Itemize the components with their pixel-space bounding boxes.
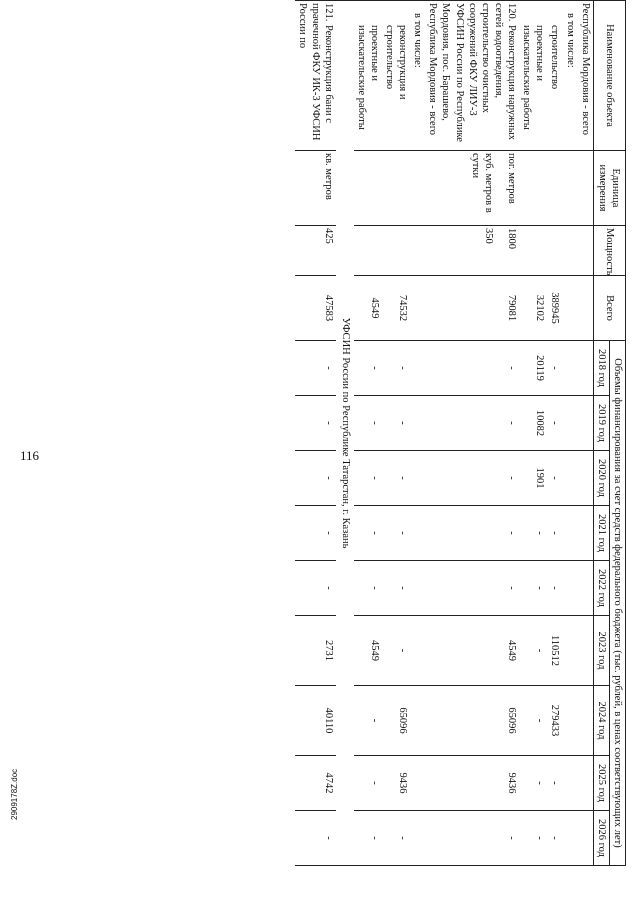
object-name-text: Реконструкция бани с прачечной ФКУ ИК-3 УФСИН России по xyxy=(297,3,335,141)
year-cell: - xyxy=(519,506,547,561)
page-number: 116 xyxy=(20,448,40,463)
year-cell: - xyxy=(382,451,410,506)
header-year: 2022 год xyxy=(593,561,609,616)
year-cell: - xyxy=(354,341,382,396)
year-cell: - xyxy=(547,506,562,561)
year-cell: - xyxy=(295,451,336,506)
header-year: 2026 год xyxy=(593,811,609,866)
footer-filename: 2909178Z.doc xyxy=(10,768,19,820)
header-year: 2018 год xyxy=(593,341,609,396)
row-number: 121. xyxy=(323,3,335,22)
year-cell: - xyxy=(519,811,547,866)
unit-line: пог. метров xyxy=(506,153,518,204)
total-cell: 389945 xyxy=(547,276,562,341)
year-cell: - xyxy=(382,811,410,866)
capacity-cell xyxy=(425,226,519,276)
year-cell: - xyxy=(295,506,336,561)
year-cell: - xyxy=(354,451,382,506)
object-name: Республика Мордовия - всего xyxy=(578,1,594,151)
rotated-table-container xyxy=(56,0,626,865)
header-year: 2021 год xyxy=(593,506,609,561)
header-unit: Единица измерения xyxy=(593,151,625,226)
year-cell: 9436 xyxy=(382,756,410,811)
year-cell: 1901 xyxy=(519,451,547,506)
header-total: Всего xyxy=(593,276,625,341)
year-cell: - xyxy=(547,561,562,616)
total-cell: 79081 xyxy=(425,276,519,341)
object-name xyxy=(425,1,519,151)
unit-cell xyxy=(519,151,547,226)
row-number: 120. xyxy=(506,3,518,22)
capacity-cell xyxy=(382,226,410,276)
year-cell: 9436 xyxy=(425,756,519,811)
object-name: реконструкция и строительство xyxy=(382,1,410,151)
object-name: проектные и изыскательские работы xyxy=(519,1,547,151)
table-row xyxy=(519,1,547,866)
year-cell: - xyxy=(354,396,382,451)
section-row xyxy=(337,1,354,866)
year-cell: 4549 xyxy=(354,616,382,686)
year-cell: - xyxy=(382,561,410,616)
year-cell: - xyxy=(354,686,382,756)
header-funding: Объемы финансирования за счет средств федерального бюджета (тыс. рублей, в ценах соответствующих лет) xyxy=(609,341,625,866)
capacity-cell xyxy=(547,226,562,276)
year-cell: - xyxy=(425,561,519,616)
year-cell: 2731 xyxy=(295,616,336,686)
object-name: строительство xyxy=(547,1,562,151)
year-cell: - xyxy=(425,341,519,396)
unit-cell xyxy=(354,151,382,226)
year-cell: 110512 xyxy=(547,616,562,686)
year-cell: 10082 xyxy=(519,396,547,451)
header-year: 2019 год xyxy=(593,396,609,451)
total-cell: 32102 xyxy=(519,276,547,341)
unit-cell xyxy=(547,151,562,226)
object-name: в том числе: xyxy=(410,1,425,151)
year-cell: - xyxy=(382,396,410,451)
year-cell: - xyxy=(354,561,382,616)
year-cell: - xyxy=(295,396,336,451)
year-cell: - xyxy=(519,561,547,616)
year-cell: - xyxy=(519,756,547,811)
year-cell: - xyxy=(382,506,410,561)
year-cell: - xyxy=(547,396,562,451)
year-cell: - xyxy=(425,451,519,506)
year-cell: - xyxy=(382,341,410,396)
object-name-text: Реконструкция наружных сетей водоотведения, строительство очистных сооружений ФКУ ЛИУ-3 УФСИН России по Республике Мордовия, пос. Барашево, Республика Мордовия - всего xyxy=(427,3,518,142)
header-name: Наименование объекта xyxy=(593,1,625,151)
year-cell: - xyxy=(295,341,336,396)
funding-table xyxy=(295,0,626,866)
object-name: в том числе: xyxy=(563,1,578,151)
year-cell: - xyxy=(425,811,519,866)
header-year: 2023 год xyxy=(593,616,609,686)
capacity-cell xyxy=(519,226,547,276)
year-cell: 20119 xyxy=(519,341,547,396)
table-row xyxy=(547,1,562,866)
year-cell: - xyxy=(519,616,547,686)
year-cell: - xyxy=(547,811,562,866)
header-year: 2020 год xyxy=(593,451,609,506)
header-year: 2024 год xyxy=(593,686,609,756)
object-name xyxy=(295,1,336,151)
year-cell: 65096 xyxy=(425,686,519,756)
table-row xyxy=(354,1,382,866)
year-cell: - xyxy=(547,341,562,396)
unit-cell xyxy=(425,151,519,226)
year-cell: - xyxy=(547,756,562,811)
unit-cell: кв. метров xyxy=(295,151,336,226)
year-cell: 279433 xyxy=(547,686,562,756)
year-cell: 4742 xyxy=(295,756,336,811)
year-cell: - xyxy=(295,811,336,866)
year-cell: - xyxy=(425,396,519,451)
capacity-line: 350 xyxy=(483,228,494,244)
year-cell: - xyxy=(295,561,336,616)
header-year: 2025 год xyxy=(593,756,609,811)
year-cell: - xyxy=(354,811,382,866)
year-cell: 65096 xyxy=(382,686,410,756)
year-cell: - xyxy=(354,756,382,811)
total-cell: 47583 xyxy=(295,276,336,341)
year-cell: - xyxy=(519,686,547,756)
capacity-cell: 425 xyxy=(295,226,336,276)
year-cell: - xyxy=(425,506,519,561)
total-cell: 4549 xyxy=(354,276,382,341)
section-title: УФСИН России по Республике Татарстан, г. Казань xyxy=(337,1,354,866)
capacity-cell xyxy=(354,226,382,276)
table-row xyxy=(295,1,336,866)
table-row xyxy=(382,1,410,866)
capacity-line: 1800 xyxy=(506,228,518,249)
year-cell: - xyxy=(354,506,382,561)
total-cell: 74532 xyxy=(382,276,410,341)
header-capacity: Мощность xyxy=(593,226,625,276)
year-cell: 40110 xyxy=(295,686,336,756)
year-cell: - xyxy=(382,616,410,686)
table-row xyxy=(563,1,578,866)
object-name: проектные и изыскательские работы xyxy=(354,1,382,151)
unit-cell xyxy=(382,151,410,226)
unit-line: куб. метров в сутки xyxy=(469,153,494,213)
table-row xyxy=(425,1,519,866)
year-cell: - xyxy=(547,451,562,506)
table-row xyxy=(410,1,425,866)
year-cell: 4549 xyxy=(425,616,519,686)
table-row xyxy=(578,1,594,866)
